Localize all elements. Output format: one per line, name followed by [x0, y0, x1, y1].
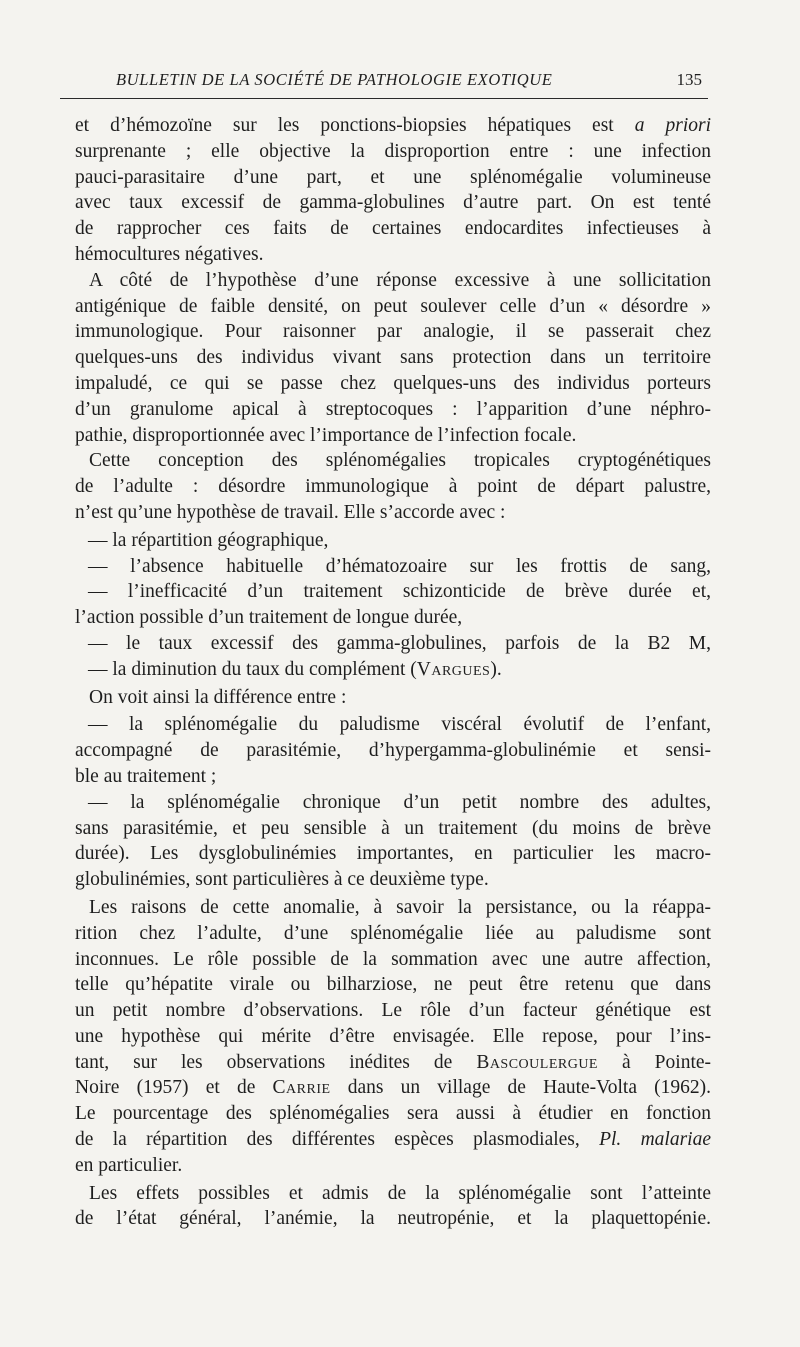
italic-term: a priori [634, 115, 712, 136]
text-line: une hypothèse qui mérite d’être envisagée. Elle repose, pour l’ins- [75, 1025, 711, 1047]
text-line: et d’hémozoïne sur les ponctions-biopsies hépatiques est a priori [75, 115, 712, 136]
list-item: — la splénomégalie chronique d’un petit nombre des adultes, [88, 791, 711, 813]
text-line: Les raisons de cette anomalie, à savoir la persistance, ou la réappa- [89, 896, 711, 918]
text-line: pauci-parasitaire d’une part, et une splénomégalie volumineuse [75, 166, 711, 188]
text-line: l’action possible d’un traitement de longue durée, [75, 607, 463, 629]
text-line: impaludé, ce qui se passe chez quelques-uns des individus porteurs [75, 372, 711, 394]
text-line: antigénique de faible densité, on peut soulever celle d’un « désordre » [75, 295, 711, 317]
text-line: pathie, disproportionnée avec l’importance de l’infection focale. [75, 424, 577, 446]
text-line: rition chez l’adulte, d’une splénomégalie liée au paludisme sont [75, 922, 711, 944]
list-item: — l’inefficacité d’un traitement schizonticide de brève durée et, [88, 581, 711, 603]
journal-title: BULLETIN DE LA SOCIÉTÉ DE PATHOLOGIE EXOTIQUE [116, 70, 553, 89]
text-line: surprenante ; elle objective la disproportion entre : une infection [75, 140, 711, 162]
list-item: — le taux excessif des gamma-globulines, parfois de la B2 M, [88, 632, 711, 654]
running-head [60, 68, 708, 99]
text-line: de rapprocher ces faits de certaines endocardites infectieuses à [75, 218, 711, 240]
text-line: en particulier. [75, 1154, 183, 1176]
list-item: — l’absence habituelle d’hématozoaire sur les frottis de sang, [88, 555, 711, 577]
text-line: Cette conception des splénomégalies tropicales cryptogénétiques [89, 450, 711, 472]
list-item: — la répartition géographique, [88, 529, 329, 551]
text-line: durée). Les dysglobulinémies importantes, en particulier les macro- [75, 843, 711, 865]
text-line: d’un granulome apical à streptocoques : l’apparition d’une néphro- [75, 398, 711, 420]
text-line: un petit nombre d’observations. Le rôle d’un facteur génétique est [75, 1000, 711, 1022]
text-line: Le pourcentage des splénomégalies sera aussi à étudier en fonction [75, 1103, 711, 1125]
text-line: globulinémies, sont particulières à ce deuxième type. [75, 869, 489, 891]
text-line: Les effets possibles et admis de la splénomégalie sont l’atteinte [89, 1182, 711, 1204]
text-line: quelques-uns des individus vivant sans protection dans un territoire [75, 347, 711, 369]
text-line: inconnues. Le rôle possible de la sommation avec une autre affection, [75, 948, 711, 970]
author-name: Vargues [416, 658, 491, 680]
text-line: telle qu’hépatite virale ou bilharziose, ne peut être retenu que dans [75, 974, 711, 996]
text-line: avec taux excessif de gamma-globulines d’autre part. On est tenté [75, 192, 711, 214]
text-line: sans parasitémie, et peu sensible à un traitement (du moins de brève [75, 817, 711, 839]
author-name: Bascoulergue [476, 1051, 598, 1073]
text-line: accompagné de parasitémie, d’hypergamma-globulinémie et sensi- [75, 740, 711, 762]
text-line: ble au traitement ; [75, 765, 217, 787]
page-number: 135 [676, 70, 702, 89]
text-line: de la répartition des différentes espèces plasmodiales, Pl. malariae [75, 1129, 711, 1151]
text-line: de l’état général, l’anémie, la neutropénie, et la plaquettopénie. [75, 1208, 711, 1230]
text-line: hémocultures négatives. [75, 243, 264, 265]
text-line: de l’adulte : désordre immunologique à point de départ palustre, [75, 476, 711, 498]
text-line: On voit ainsi la différence entre : [89, 686, 347, 708]
text-line: n’est qu’une hypothèse de travail. Elle s’accorde avec : [75, 501, 506, 523]
text-line: Noire (1957) et de Carrie dans un village de Haute-Volta (1962). [75, 1077, 712, 1099]
text-line: tant, sur les observations inédites de Bascoulergue à Pointe- [75, 1051, 712, 1073]
body-text [75, 113, 711, 1232]
species-name: Pl. malariae [599, 1129, 711, 1151]
list-item: — la diminution du taux du complément (Vargues). [88, 658, 502, 680]
author-name: Carrie [272, 1077, 331, 1099]
list-item: — la splénomégalie du paludisme viscéral évolutif de l’enfant, [88, 714, 711, 736]
text-line: immunologique. Pour raisonner par analogie, il se passerait chez [75, 321, 711, 343]
text-line: A côté de l’hypothèse d’une réponse excessive à une sollicitation [89, 269, 711, 291]
